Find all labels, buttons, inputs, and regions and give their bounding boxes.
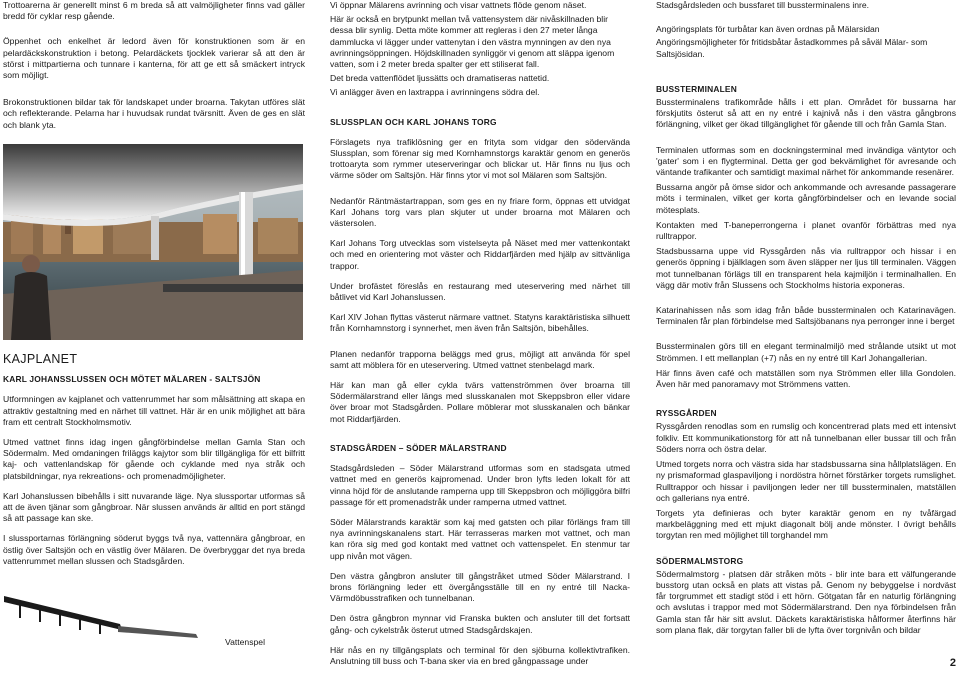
paragraph: Stadsgårdsleden – Söder Mälarstrand utformas som en stadsgata utmed vattnet med en generös kajpromenad. Under bron lyfts leden lokalt för att vinna höjd för de anslutande ramperna upp till Skeppsbron och möjliggöra bilfri passage för ett promenadstråk under ramperna utmed vattnet. bbox=[330, 463, 630, 507]
paragraph: Söder Mälarstrands karaktär som kaj med gatsten och pilar förlängs fram till nya avrinningskanalens start. Här terrasseras marken mot vattnet, och man kan röra sig med god kontakt med vattnet och vattenspelet. En stenmur tar upp nivån mot vägen. bbox=[330, 516, 630, 561]
paragraph: Vi anlägger även en laxtrappa i avrinningens södra del. bbox=[330, 87, 540, 98]
section-heading: BUSSTERMINALEN bbox=[656, 83, 737, 94]
paragraph: Angöringsmöjligheter för fritidsbåtar åstadkommes på såväl Mälar- som Saltsjösidan. bbox=[656, 37, 928, 59]
paragraph: Det breda vattenflödet ljussätts och dramatiseras nattetid. bbox=[330, 73, 550, 84]
paragraph: Här är också en brytpunkt mellan två vattensystem där nivåskillnaden blir dessa blir synlig. Detta möte kommer att regleras i den 27 meter långa dammlucka vi lägger under vattenytan i den västra mynningen av den nya avrinningsöppningen. Höjdskillnaden synliggör vi genom att släppa igenom vatten, som i 2 meter breda spalter ger ett stiliserat fall. bbox=[330, 14, 615, 70]
paragraph: Här nås en ny tillgängsplats och terminal för den sjöburna kollektivtrafiken. Anslutning till buss och T-bana sker via en bred gångpassage under bbox=[330, 644, 630, 666]
section-heading: RYSSGÅRDEN bbox=[656, 408, 717, 419]
paragraph: Bussarna angör på ömse sidor och ankommande och avresande passagerare möts i terminalen, vilket ger korta gångförbindelser och en levande social mötesplats. bbox=[656, 182, 956, 215]
paragraph: Kontakten med T-baneperrongerna i planet ovanför förbättras med nya rulltrappor. bbox=[656, 219, 956, 242]
paragraph: Karl XIV Johan flyttas västerut närmare vattnet. Statyns karaktäristiska silhuett från Kornhamnstorg i synnerhet, men även från Saltsjön, bibehålles. bbox=[330, 312, 630, 334]
paragraph: Angöringsplats för turbåtar kan även ordnas på Mälarsidan bbox=[656, 24, 880, 35]
paragraph: Brokonstruktionen bildar tak för landskapet under broarna. Takytan utföres slät och reflekterande. Pelarna har i huvudsak rundat tvärsnitt. Även de ges en slät och blank yta. bbox=[3, 97, 305, 130]
paragraph: Utformningen av kajplanet och vattenrummet har som målsättning att skapa en attraktiv gestaltning med en närhet till vattnet. Här är en unik möjlighet att bära fram ett centralt Stockholmsmotiv. bbox=[3, 394, 305, 427]
paragraph: Karl Johanslussen bibehålls i sitt nuvarande läge. Nya slussportar utformas så att de även tjänar som gångbroar. När slussen används är alltid en port stängd så att passage kan ske. bbox=[3, 490, 305, 524]
water-feature-sketch bbox=[0, 588, 300, 643]
paragraph: Karl Johans Torg utvecklas som vistelseyta på Näset med mer vattenkontakt och med en orientering mot väster och Riddarfjärden med hjälp av sittvänliga trappor. bbox=[330, 238, 630, 271]
paragraph: Stadsgårdsleden och bussfaret till bussterminalens inre. bbox=[656, 0, 870, 10]
paragraph: Ryssgården renodlas som en rumslig och koncentrerad plats med ett intensivt folkliv. Ett kommunikationstorg för att nå tunnelbanan eller bussar till och från Söders norra och östra delar. bbox=[656, 421, 956, 454]
paragraph: Här finns även café och matställen som nya Strömmen eller lilla Gondolen. Även här med panoramavy mot Strömmens vatten. bbox=[656, 367, 956, 390]
paragraph: Den östra gångbron mynnar vid Franska bukten och ansluter till det fortsatt gång- och cykelstråk österut utmed Stadsgårdskajen. bbox=[330, 613, 630, 635]
section-heading: KAJPLANET bbox=[3, 352, 78, 366]
subheading: KARL JOHANSSLUSSEN OCH MÖTET MÄLAREN - SALTSJÖN bbox=[3, 374, 261, 385]
section-kajplanet bbox=[3, 354, 305, 576]
paragraph: Torgets yta definieras och byter karaktär genom en ny tvåfärgad markbeläggning med ett mjukt diagonalt bölj ande mönster. I övrigt behålls torgytan ren med möjlighet till torghandel mm bbox=[656, 507, 956, 541]
paragraph: Planen nedanför trapporna beläggs med grus, möjligt att använda för spel samt att möblera för en uteservering. Utmed vattnet stenbelagd mark. bbox=[330, 348, 630, 370]
section-heading: STADSGÅRDEN – SÖDER MÄLARSTRAND bbox=[330, 442, 507, 453]
section-heading: SLUSSPLAN OCH KARL JOHANS TORG bbox=[330, 116, 497, 127]
paragraph: Utmed vattnet finns idag ingen gångförbindelse mellan Gamla Stan och Södermalm. Med omdaningen friläggs kajytor som blir tillgängliga för ett bilfritt kaj- och vattenlandskap för gående och cyklande med nya stråk och platsbildningar, nya rekreations- och promenadmöjligheter. bbox=[3, 437, 305, 481]
paragraph: Stadsbussarna uppe vid Ryssgården nås via rulltrappor och hissar i en generös öppning i bjälklagen som även släpper ner ljus till terminalen. Väggen mot tunnelbanan förlägs till en transparent hela kajmiljön i terminalhallen. En vägg där motiv från Slussens och Stockholms historia exponeras. bbox=[656, 246, 956, 290]
column-left bbox=[3, 0, 305, 140]
paragraph: Nedanför Räntmästartrappan, som ges en ny friare form, öppnas ett utvidgat Karl Johans torg vars plan skjuter ut under broarna mot Mälaren och västersolen. bbox=[330, 195, 630, 229]
column-middle bbox=[330, 0, 630, 676]
paragraph: Katarinahissen nås som idag från både bussterminalen och Katarinavägen. Terminalen får plan förbindelse med Saltsjöbanans nya perronger inne i berget bbox=[656, 305, 956, 327]
paragraph: Bussterminalen görs till en elegant terminalmiljö med strålande utsikt ut mot Strömmen. I ett mellanplan (+7) nås en ny entré till Karl Johangallerian. bbox=[656, 341, 956, 363]
paragraph: Bussterminalens trafikområde hålls i ett plan. Området för bussarna har förskjutits österut så att en ny entré i kajnivå nås i den västra gångbrons förlängning, vilket ger ökad tillgänglighet för gående till och från Gamla Stan. bbox=[656, 97, 956, 130]
image-caption: Vattenspel bbox=[225, 637, 265, 647]
paragraph: Södermalmstorg - platsen där stråken möts - blir inte bara ett välfungerande busstorg utan också en plats att vistas på. Genom ny bebyggelse i nordväst får torgrummet ett stadigt stöd i ett hörn. Götgatan får en naturlig förlängning och avslutas i trappor med mot Södermälarstrand. Den nya förbindelsen från Gamla stan får här sitt avslut. Däckets karaktäristiska hålformer återfinns här som plana flak, där torgytan faller bli de lyfta över torgnivån och bildar bbox=[656, 568, 956, 635]
section-heading: SÖDERMALMSTORG bbox=[656, 555, 744, 566]
page-number: 2 bbox=[949, 657, 956, 669]
column-right bbox=[656, 0, 956, 645]
paragraph: Förslagets nya trafiklösning ger en frityta som vidgar den södervända Slussplan, som förenar sig med Kornhamnstorgs karaktär genom en generös trottoaryta som rymmer uteserveringar och blickar ut. Här finns nu ljus och värme söder om Saltsjön. Här finns ytor vi mot sol Mälaren som Saltsjön. bbox=[330, 136, 630, 181]
paragraph: Här kan man gå eller cykla tvärs vattenströmmen över broarna till Södermälarstrand eller längs med slusskanalen mot Skeppsbron eller vidare över broar mot Stadsgården. Pollare möblerar mot slusskanalen och bänkar mot Riddarfjärden. bbox=[330, 380, 630, 424]
paragraph: Öppenhet och enkelhet är ledord även för konstruktionen som är en pelardäckskonstruktion i betong. Pelardäckets tjocklek varierar så att den är störst i mittpartierna och tunnare i kanterna, för att ge ett så smäckert intryck som möjligt. bbox=[3, 36, 305, 81]
paragraph: Trottoarerna är generellt minst 6 m breda så att valmöjligheter finns vad gäller bredd för cyklar resp gående. bbox=[3, 0, 305, 22]
paragraph: Under brofästet föreslås en restaurang med uteservering med närhet till båtlivet vid Karl Johanslussen. bbox=[330, 280, 630, 303]
bridge-rendering-image bbox=[3, 144, 303, 340]
paragraph: Utmed torgets norra och västra sida har stadsbussarna sina hållplatslägen. En ny prismaformad glaspaviljong i nordöstra hörnet förstärker torgets rumslighet. Rulltrappor och hissar i paviljongen leder ner till bussterminalen, matställen och gallerians nya entré. bbox=[656, 459, 956, 503]
paragraph: Terminalen utformas som en dockningsterminal med invändiga väntytor och 'gater' som i en flygterminal. Detta ger god bekvämlighet för avresande och väntande trafikanter och samtidigt maximal närhet för ankommande resenärer. bbox=[656, 144, 956, 178]
paragraph: Vi öppnar Mälarens avrinning och visar vattnets flöde genom näset. bbox=[330, 0, 587, 10]
paragraph: I slussportarnas förlängning söderut byggs två nya, vattennära gångbroar, en östlig över Saltsjön och en västlig över Mälaren. De överbryggar det nya breda vattenrummet mellan slussen och Stadsgården. bbox=[3, 533, 305, 566]
paragraph: Den västra gångbron ansluter till gångstråket utmed Söder Mälarstrand. I brons förlängning leder ett övergångsställe till en ny entré till Nacka-Värmdöbusstrafiken och tunnelbanan. bbox=[330, 570, 630, 604]
